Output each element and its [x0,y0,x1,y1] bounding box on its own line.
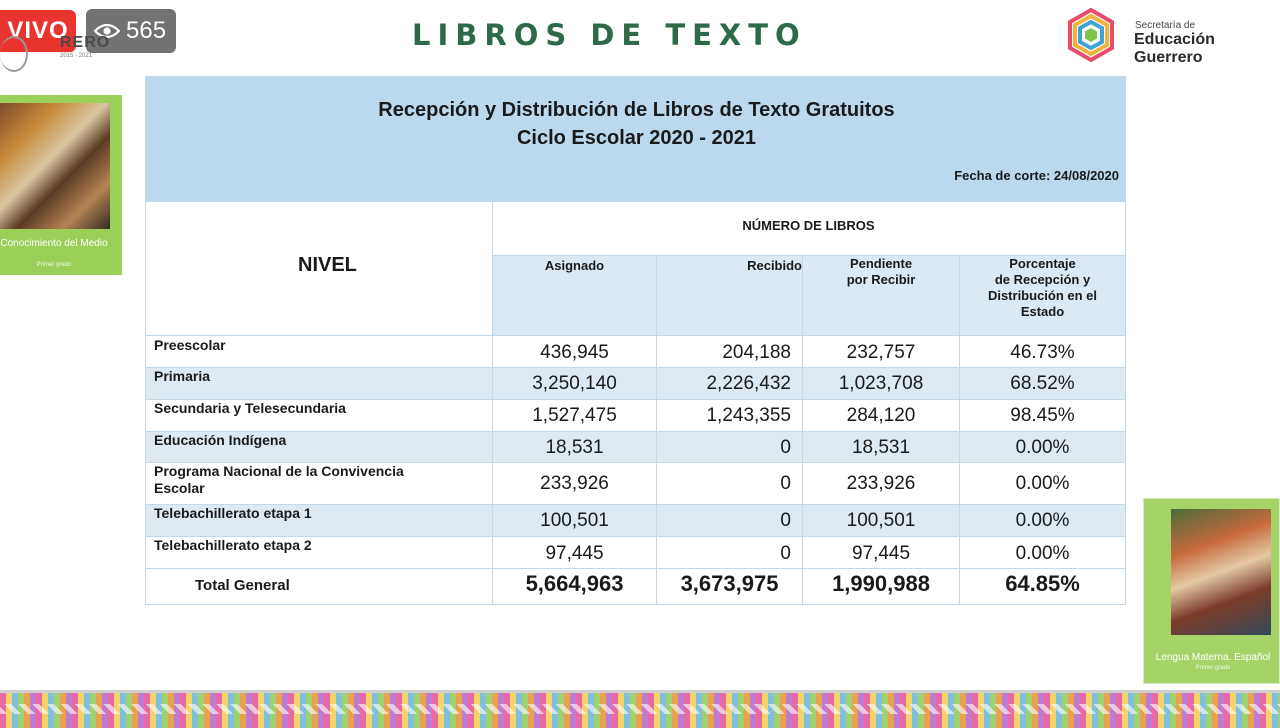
cell-asignado: 97,445 [545,543,604,564]
book-title: Lengua Materna. Español [1155,652,1271,663]
total-pendiente: 1,990,988 [832,571,930,596]
cell-porcentaje: 0.00% [1015,543,1070,564]
cell-pendiente: 100,501 [846,510,916,531]
grid-line [656,256,657,604]
cell-recibido: 0 [780,473,791,494]
cell-pendiente: 1,023,708 [838,373,924,394]
grid-line [146,335,1125,336]
book-cover-conocimiento [0,95,122,275]
column-header-porcentaje: Porcentaje de Recepción y Distribución en el Estado [987,256,1098,319]
table-banner [146,77,1125,202]
cell-pendiente: 284,120 [846,405,916,426]
row-label-nivel: Telebachillerato etapa 2 [154,537,312,553]
table-subtitle: Ciclo Escolar 2020 - 2021 [516,127,757,149]
total-label: Total General [195,577,290,594]
cell-asignado: 436,945 [540,342,609,363]
cell-pendiente: 232,757 [846,342,916,363]
grid-line [146,536,1125,537]
row-label-nivel: Preescolar [154,337,226,353]
cell-asignado: 18,531 [545,437,604,458]
cell-porcentaje: 0.00% [1015,510,1070,531]
cell-recibido: 0 [780,543,791,564]
state-seal-icon [0,36,28,72]
total-porcentaje: 64.85% [1005,571,1080,596]
row-label-nivel: Educación Indígena [154,432,287,448]
grid-line [492,202,493,604]
grid-line [146,399,1125,400]
grid-line [146,462,1125,463]
book-grade: Primer grado [36,262,72,268]
row-label-nivel: Telebachillerato etapa 1 [154,505,312,521]
grid-line [802,256,803,604]
book-grade: Primer grado [1195,665,1231,671]
cell-asignado: 233,926 [540,473,609,494]
page-title: LIBROS DE TEXTO [412,18,807,52]
grid-line [146,367,1125,368]
cell-recibido: 0 [780,437,791,458]
grid-line [959,256,960,604]
grid-line [146,201,1125,202]
cutoff-date: Fecha de corte: 24/08/2020 [954,168,1119,183]
cell-recibido: 0 [780,510,791,531]
cell-recibido: 2,226,432 [706,373,791,394]
total-recibido: 3,673,975 [680,571,779,596]
cell-porcentaje: 98.45% [1010,405,1075,426]
book-cover-art [0,103,110,229]
grid-line [146,504,1125,505]
cell-porcentaje: 0.00% [1015,473,1070,494]
secretaria-logo-icon [1064,8,1118,64]
secretaria-name: Educación Guerrero [1134,31,1215,66]
cell-pendiente: 233,926 [846,473,916,494]
column-header-pendiente: Pendiente por Recibir [846,256,916,287]
cell-porcentaje: 46.73% [1010,342,1075,363]
cell-porcentaje: 68.52% [1010,373,1075,394]
grid-line [146,431,1125,432]
book-cover-lengua [1143,498,1280,684]
cell-porcentaje: 0.00% [1015,437,1070,458]
column-header-recibido: Recibido [747,258,802,273]
cell-asignado: 1,527,475 [532,405,617,426]
book-title: Conocimiento del Medio [0,238,108,249]
cell-asignado: 3,250,140 [532,373,617,394]
viewer-count: 565 [126,17,167,44]
column-header-asignado: Asignado [544,258,605,273]
grid-line [146,568,1125,569]
secretaria-label: Secretaría de [1135,20,1196,31]
row-label-nivel: Secundaria y Telesecundaria [154,400,346,416]
decorative-textile-border [0,690,1280,728]
cell-asignado: 100,501 [540,510,609,531]
cell-recibido: 1,243,355 [706,405,791,426]
numero-de-libros-header: NÚMERO DE LIBROS [742,218,875,233]
table-title: Recepción y Distribución de Libros de Texto Gratuitos [378,99,895,121]
cell-pendiente: 97,445 [851,543,911,564]
total-asignado: 5,664,963 [525,571,624,596]
book-cover-art [1171,509,1271,635]
grid-line [492,255,1125,256]
row-label-nivel: Programa Nacional de la Convivencia Escolar [154,463,404,496]
cell-pendiente: 18,531 [851,437,911,458]
nivel-header: NIVEL [298,254,357,276]
guerrero-logo-years: 2015 - 2021 [60,53,93,59]
guerrero-logo-text: RERO [60,34,111,51]
cell-recibido: 204,188 [722,342,791,363]
live-badge: VIVO [0,10,76,52]
row-label-nivel: Primaria [154,368,211,384]
